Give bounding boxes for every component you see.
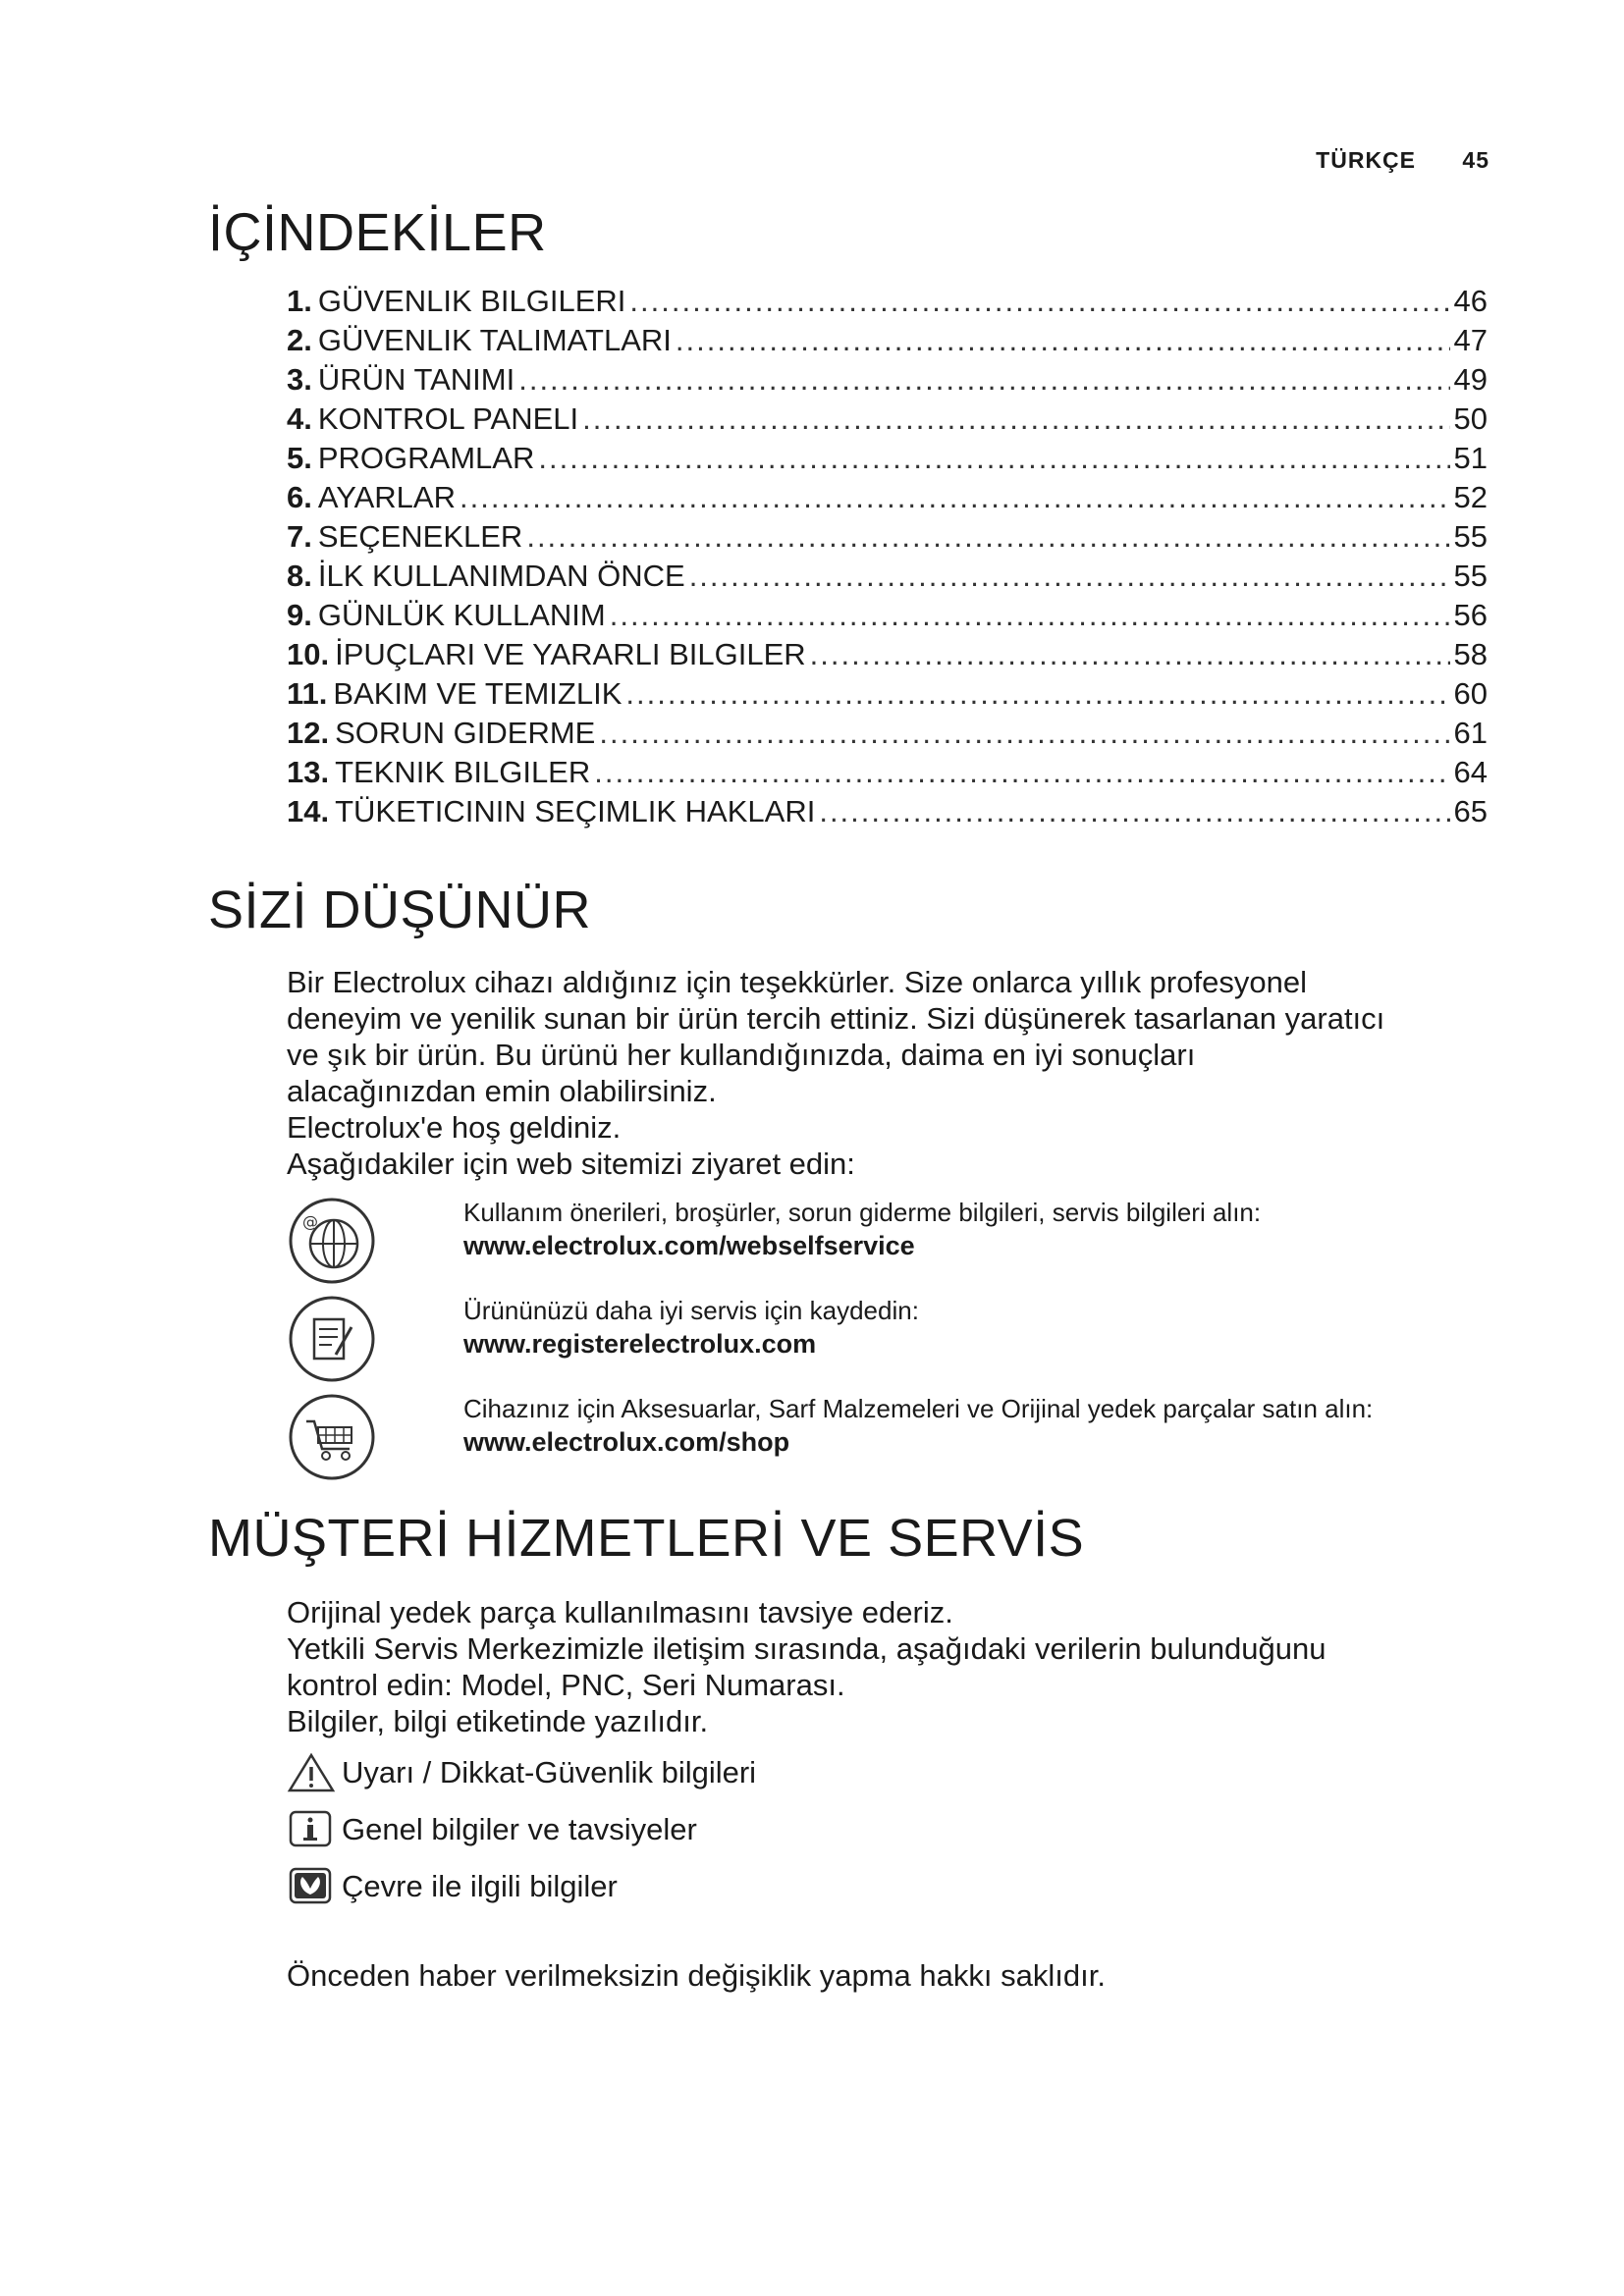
toc-item-number: 8. — [287, 559, 312, 593]
toc-item[interactable] — [287, 792, 1488, 831]
toc-item-number: 12. — [287, 716, 330, 750]
toc-item-number: 3. — [287, 362, 312, 397]
toc-item-page: 55 — [1453, 519, 1488, 554]
shop-link[interactable]: www.electrolux.com/shop — [463, 1427, 790, 1457]
toc-item-page: 46 — [1453, 284, 1488, 318]
warning-icon — [287, 1751, 336, 1794]
service-line: Yetkili Servis Merkezimizle iletişim sırasında, aşağıdaki verilerin bulunduğunu — [287, 1631, 1326, 1666]
thinking-line: ve şık bir ürün. Bu ürünü her kullandığınızda, daima en iyi sonuçları — [287, 1038, 1196, 1072]
thinking-line: deneyim ve yenilik sunan bir ürün tercih ettiniz. Sizi düşünerek tasarlanan yaratıcı — [287, 1001, 1385, 1036]
legend-label: Çevre ile ilgili bilgiler — [342, 1869, 618, 1903]
register-icon — [287, 1294, 377, 1384]
thinking-line: Bir Electrolux cihazı aldığınız için teşekkürler. Size onlarca yıllık profesyonel — [287, 965, 1307, 999]
toc-item[interactable] — [287, 282, 1488, 321]
toc-item-number: 9. — [287, 598, 312, 632]
thinking-line: alacağınızdan emin olabilirsiniz. — [287, 1074, 717, 1108]
toc-item-page: 65 — [1453, 794, 1488, 828]
toc-item-title: PROGRAMLAR — [317, 441, 535, 475]
toc-item-title: SORUN GIDERME — [335, 716, 596, 750]
toc-item-title: TÜKETICININ SEÇIMLIK HAKLARI — [335, 794, 816, 828]
toc-item-page: 50 — [1453, 401, 1488, 436]
thinking-heading: SİZİ DÜŞÜNÜR — [208, 881, 592, 939]
selfservice-link[interactable]: www.electrolux.com/webselfservice — [463, 1231, 915, 1260]
toc-item[interactable] — [287, 517, 1488, 557]
toc-item-number: 2. — [287, 323, 312, 357]
toc-leader-dots — [819, 792, 1449, 831]
toc-item-title: TEKNIK BILGILER — [335, 755, 591, 789]
service-line: Orijinal yedek parça kullanılmasını tavsiye ederiz. — [287, 1595, 953, 1629]
toc-leader-dots — [538, 439, 1449, 478]
environment-icon — [287, 1865, 336, 1908]
toc-leader-dots — [810, 635, 1450, 674]
toc-item[interactable] — [287, 714, 1488, 753]
toc-item-title: KONTROL PANELI — [317, 401, 579, 436]
toc-item[interactable] — [287, 557, 1488, 596]
toc-item-page: 60 — [1453, 676, 1488, 711]
web-item-description: Cihazınız için Aksesuarlar, Sarf Malzemeleri ve Orijinal yedek parçalar satın alın: — [463, 1394, 1374, 1423]
toc-item[interactable] — [287, 674, 1488, 714]
service-line: kontrol edin: Model, PNC, Seri Numarası. — [287, 1668, 845, 1702]
toc-item-number: 14. — [287, 794, 330, 828]
toc-item-title: İLK KULLANIMDAN ÖNCE — [317, 559, 685, 593]
cart-icon — [287, 1392, 377, 1482]
toc-item[interactable] — [287, 321, 1488, 360]
toc-leader-dots — [526, 517, 1449, 557]
header-language: TÜRKÇE — [1316, 147, 1417, 173]
register-link[interactable]: www.registerelectrolux.com — [463, 1329, 817, 1359]
toc-item-page: 47 — [1453, 323, 1488, 357]
toc-leader-dots — [629, 282, 1449, 321]
toc-leader-dots — [610, 596, 1450, 635]
web-item-description: Kullanım önerileri, broşürler, sorun giderme bilgileri, servis bilgileri alın: — [463, 1198, 1262, 1227]
toc-item-title: GÜVENLIK TALIMATLARI — [317, 323, 672, 357]
service-heading: MÜŞTERİ HİZMETLERİ VE SERVİS — [208, 1509, 1085, 1568]
toc-item-title: BAKIM VE TEMIZLIK — [333, 676, 623, 711]
toc-item-page: 64 — [1453, 755, 1488, 789]
toc-item-number: 6. — [287, 480, 312, 514]
footer-note: Önceden haber verilmeksizin değişiklik yapma hakkı saklıdır. — [287, 1958, 1106, 1993]
toc-heading: İÇİNDEKİLER — [208, 203, 547, 262]
legend-info — [287, 1808, 697, 1851]
toc-leader-dots — [594, 753, 1449, 792]
info-icon — [287, 1808, 336, 1851]
toc-leader-dots — [689, 557, 1450, 596]
toc-item-number: 13. — [287, 755, 330, 789]
table-of-contents — [287, 282, 1488, 831]
toc-leader-dots — [625, 674, 1449, 714]
toc-item-title: SEÇENEKLER — [317, 519, 523, 554]
toc-item[interactable] — [287, 596, 1488, 635]
svg-text:@: @ — [302, 1212, 318, 1231]
toc-item-page: 49 — [1453, 362, 1488, 397]
toc-item[interactable] — [287, 753, 1488, 792]
toc-item[interactable] — [287, 360, 1488, 400]
toc-item-title: İPUÇLARI VE YARARLI BILGILER — [335, 637, 806, 671]
toc-leader-dots — [518, 360, 1449, 400]
legend-label: Uyarı / Dikkat-Güvenlik bilgileri — [342, 1755, 757, 1789]
toc-item-number: 11. — [287, 676, 328, 711]
web-item-register — [287, 1294, 1514, 1392]
toc-item-number: 5. — [287, 441, 312, 475]
toc-item-title: GÜVENLIK BILGILERI — [317, 284, 626, 318]
service-paragraph — [287, 1594, 1494, 1739]
page-number: 45 — [1462, 147, 1489, 173]
web-item-shop — [287, 1392, 1514, 1490]
legend-environment — [287, 1865, 618, 1908]
web-item-text — [463, 1196, 1504, 1262]
thinking-line: Aşağıdakiler için web sitemizi ziyaret edin: — [287, 1147, 855, 1181]
toc-item-number: 10. — [287, 637, 330, 671]
web-item-text — [463, 1294, 1504, 1361]
legend-label: Genel bilgiler ve tavsiyeler — [342, 1812, 697, 1846]
toc-item-number: 4. — [287, 401, 312, 436]
toc-item-page: 61 — [1453, 716, 1488, 750]
web-item-text — [463, 1392, 1504, 1459]
legend-warning — [287, 1751, 756, 1794]
page-header — [1316, 147, 1489, 174]
web-item-selfservice — [287, 1196, 1514, 1294]
toc-item-page: 55 — [1453, 559, 1488, 593]
toc-item[interactable] — [287, 478, 1488, 517]
toc-item-page: 56 — [1453, 598, 1488, 632]
toc-item-title: GÜNLÜK KULLANIM — [317, 598, 606, 632]
thinking-line: Electrolux'e hoş geldiniz. — [287, 1110, 622, 1145]
toc-item[interactable] — [287, 400, 1488, 439]
toc-item-page: 52 — [1453, 480, 1488, 514]
toc-item-title: ÜRÜN TANIMI — [317, 362, 515, 397]
toc-item[interactable] — [287, 439, 1488, 478]
service-line: Bilgiler, bilgi etiketinde yazılıdır. — [287, 1704, 709, 1738]
toc-item-number: 7. — [287, 519, 312, 554]
toc-item-page: 58 — [1453, 637, 1488, 671]
toc-leader-dots — [676, 321, 1450, 360]
web-item-description: Ürününüzü daha iyi servis için kaydedin: — [463, 1296, 919, 1325]
toc-leader-dots — [599, 714, 1449, 753]
toc-item-page: 51 — [1453, 441, 1488, 475]
toc-leader-dots — [582, 400, 1449, 439]
thinking-paragraph — [287, 964, 1494, 1182]
toc-leader-dots — [460, 478, 1450, 517]
toc-item[interactable] — [287, 635, 1488, 674]
toc-item-number: 1. — [287, 284, 312, 318]
globe-icon — [287, 1196, 377, 1286]
toc-item-title: AYARLAR — [317, 480, 456, 514]
